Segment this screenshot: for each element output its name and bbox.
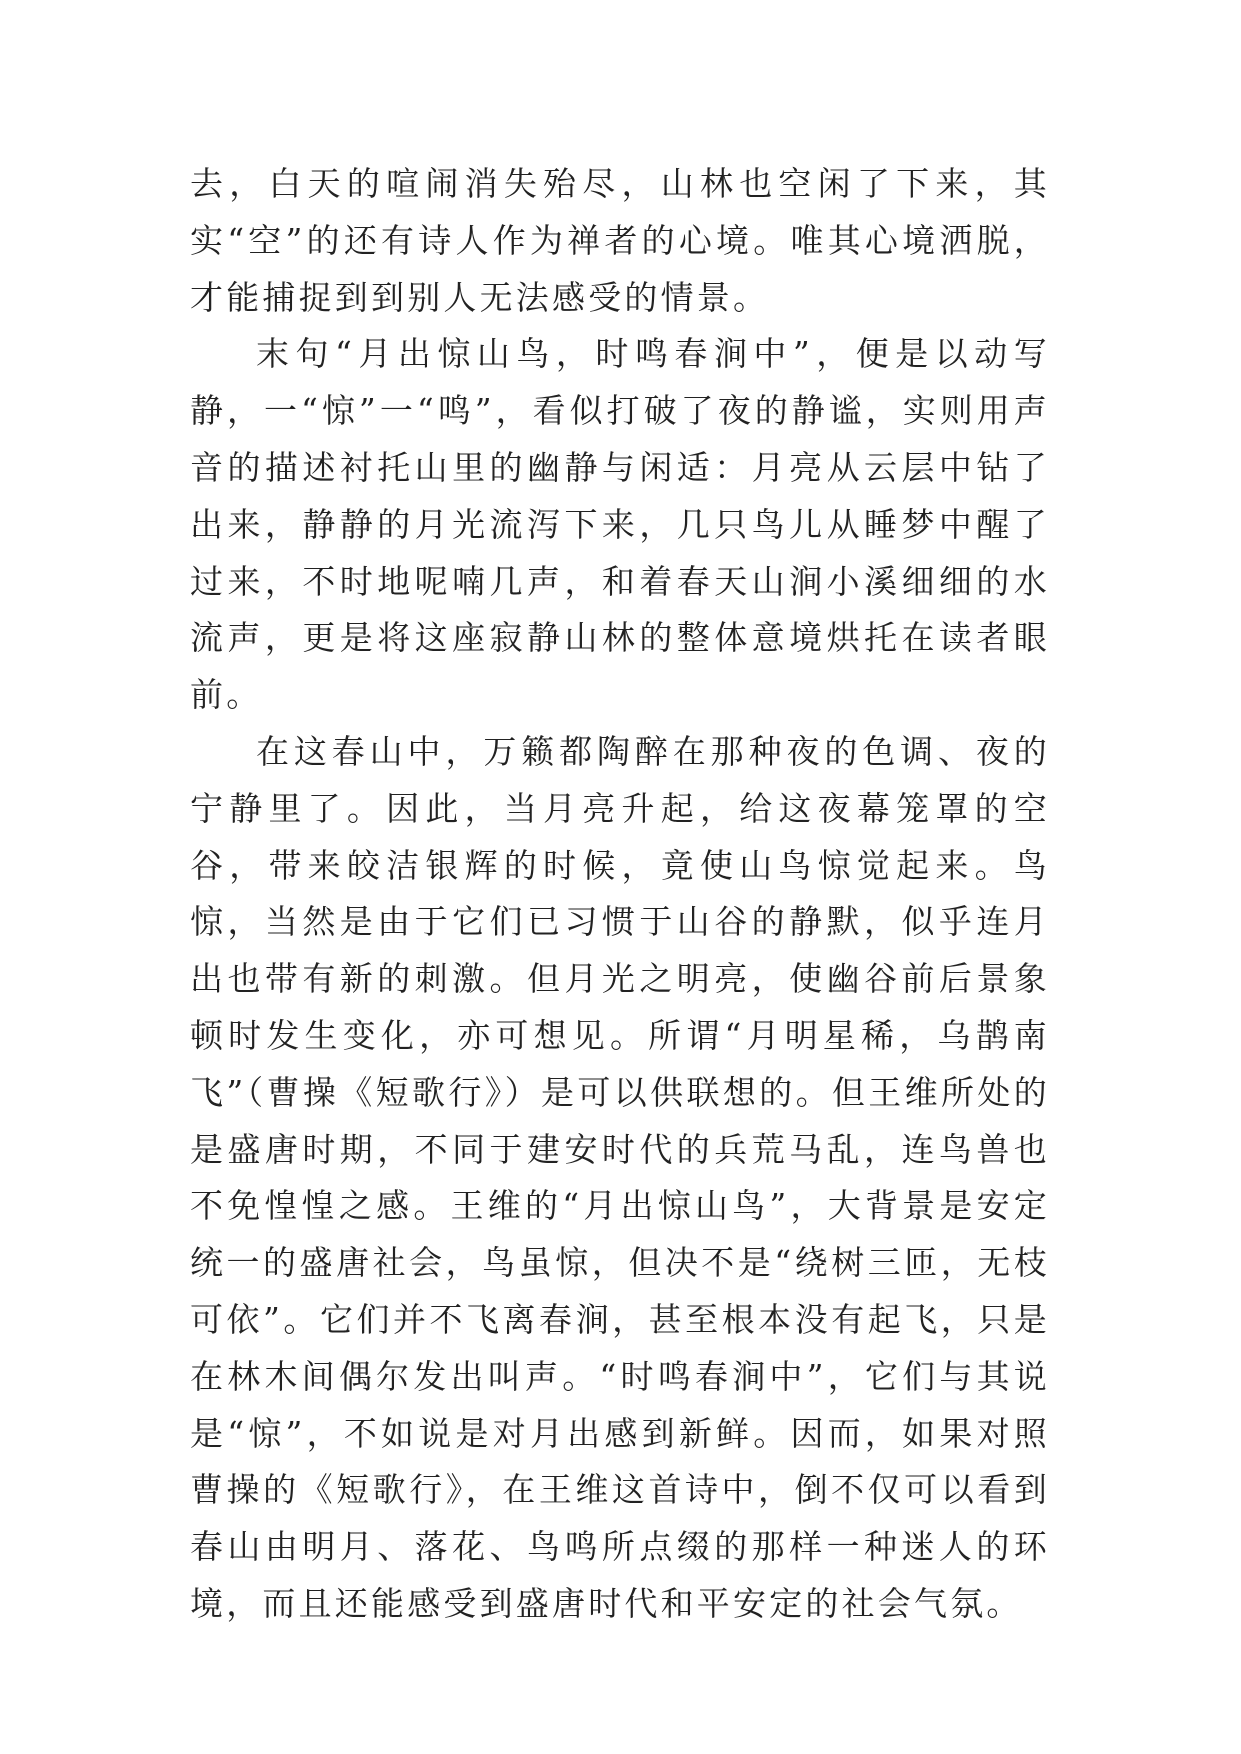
document-body — [190, 156, 1050, 1633]
paragraph-final-line-analysis: 末句“月出惊山鸟，时鸣春涧中”，便是以动写静，一“惊”一“鸣”，看似打破了夜的静谧，实则用声音的描述衬托山里的幽静与闲适：月亮从云层中钻了出来，静静的月光流泻下来，几只鸟儿从睡梦中醒了过来，不时地呢喃几声，和着春天山涧小溪细细的水流声，更是将这座寂静山林的整体意境烘托在读者眼前。 — [190, 334, 1050, 715]
paragraph-continuation: 去，白天的喧闹消失殆尽，山林也空闲了下来，其实“空”的还有诗人作为禅者的心境。唯其心境洒脱，才能捕捉到到别人无法感受的情景。 — [190, 164, 1050, 317]
paragraph-spring-mountain: 在这春山中，万籁都陶醉在那种夜的色调、夜的宁静里了。因此，当月亮升起，给这夜幕笼罩的空谷，带来皎洁银辉的时候，竟使山鸟惊觉起来。鸟惊，当然是由于它们已习惯于山谷的静默，似乎连月出也带有新的刺激。但月光之明亮，使幽谷前后景象顿时发生变化，亦可想见。所谓“月明星稀，乌鹊南飞”（曹操《短歌行》）是可以供联想的。但王维所处的是盛唐时期，不同于建安时代的兵荒马乱，连鸟兽也不免惶惶之感。王维的“月出惊山鸟”，大背景是安定统一的盛唐社会，鸟虽惊，但决不是“绕树三匝，无枝可依”。它们并不飞离春涧，甚至根本没有起飞，只是在林木间偶尔发出叫声。“时鸣春涧中”，它们与其说是“惊”，不如说是对月出感到新鲜。因而，如果对照曹操的《短歌行》，在王维这首诗中，倒不仅可以看到春山由明月、落花、鸟鸣所点缀的那样一种迷人的环境，而且还能感受到盛唐时代和平安定的社会气氛。 — [190, 731, 1050, 1623]
